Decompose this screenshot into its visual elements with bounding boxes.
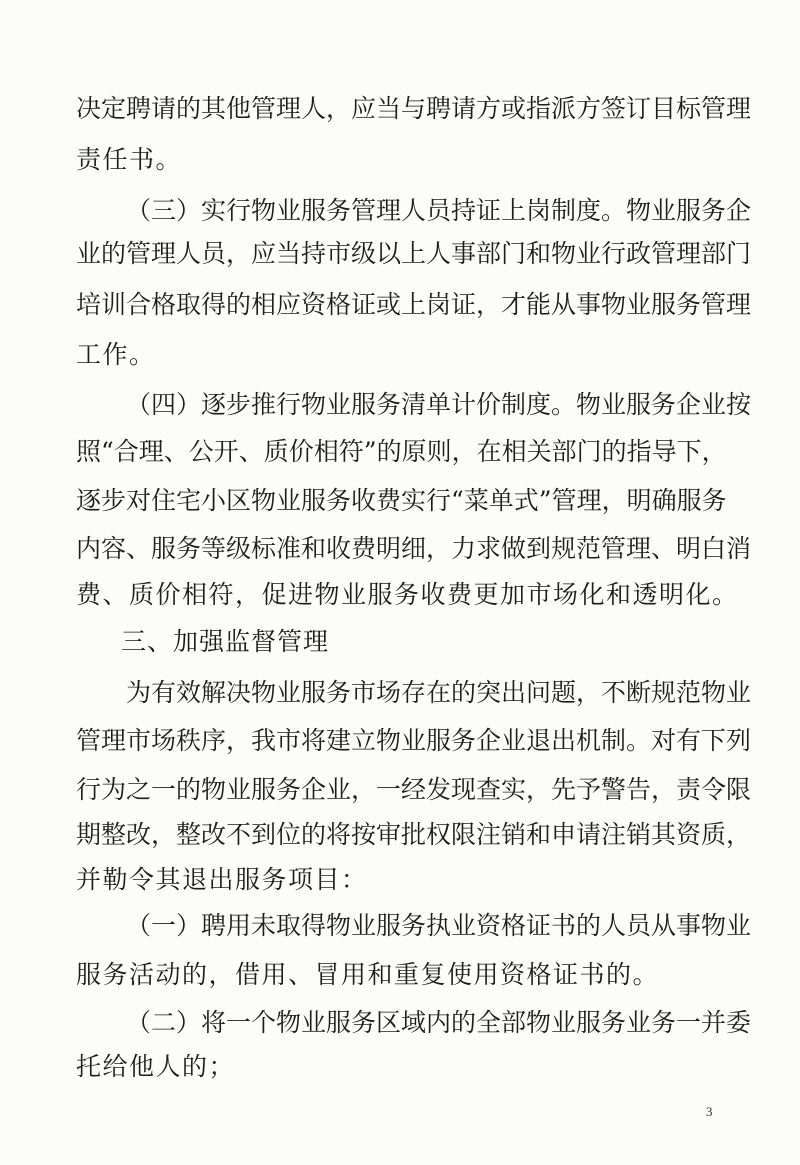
text-line: 内容、服务等级标准和收费明细，力求做到规范管理、明白消 [76,534,752,563]
paragraph-start-line: （一）聘用未取得物业服务执业资格证书的人员从事物业 [126,911,752,940]
text-line: 业的管理人员，应当持市级以上人事部门和物业行政管理部门 [76,239,752,268]
text-line: 培训合格取得的相应资格证或上岗证，才能从事物业服务管理 [76,290,752,319]
text-line: 工作。 [76,340,156,369]
text-line: 托给他人的； [76,1052,236,1081]
text-line: 逐步对住宅小区物业服务收费实行“菜单式”管理，明确服务 [76,486,727,515]
text-line: 费、质价相符，促进物业服务收费更加市场化和透明化。 [76,580,739,609]
paragraph-start-line: （三）实行物业服务管理人员持证上岗制度。物业服务企 [126,196,752,225]
paragraph-start-line: 为有效解决物业服务市场存在的突出问题，不断规范物业 [126,678,752,707]
text-line: 责任书。 [76,145,183,174]
text-line: 决定聘请的其他管理人，应当与聘请方或指派方签订目标管理 [76,94,752,123]
text-line: 照“合理、公开、质价相符”的原则，在相关部门的指导下， [76,437,727,466]
text-line: 服务活动的，借用、冒用和重复使用资格证书的。 [76,960,660,989]
paragraph-start-line: （二）将一个物业服务区域内的全部物业服务业务一并委 [126,1008,752,1037]
text-line: 期整改，整改不到位的将按审批权限注销和申请注销其资质， [76,820,752,849]
text-line: 行为之一的物业服务企业，一经发现查实，先予警告，责令限 [76,775,752,804]
text-line: 并勒令其退出服务项目： [76,865,368,894]
paragraph-start-line: （四）逐步推行物业服务清单计价制度。物业服务企业按 [126,390,752,419]
text-line: 管理市场秩序，我市将建立物业服务企业退出机制。对有下列 [76,726,752,755]
section-heading: 三、加强监督管理 [121,627,330,656]
page-number: 3 [706,1104,713,1119]
